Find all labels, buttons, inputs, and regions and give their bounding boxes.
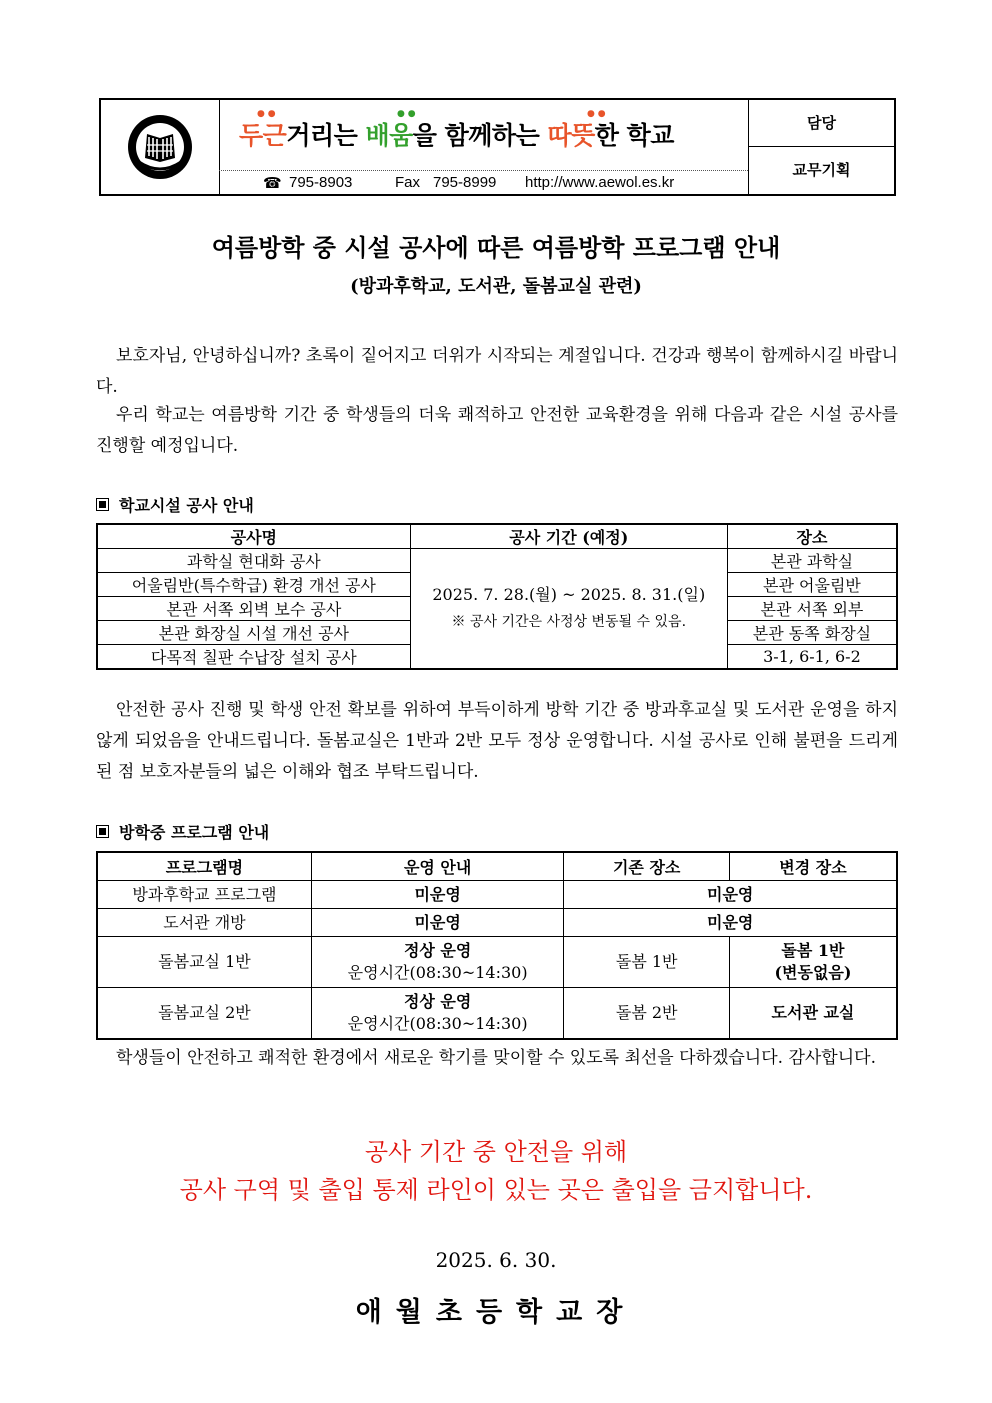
warning-line-2: 공사 구역 및 출입 통제 라인이 있는 곳은 출입을 금지합니다. (179, 1176, 813, 1204)
fax-label: Fax (395, 174, 421, 191)
program-hours: 운영시간(08:30~14:30) (347, 1013, 528, 1033)
slogan-part-2: 거리는 (286, 121, 366, 150)
construction-name: 과학실 현대화 공사 (97, 549, 410, 573)
construction-place: 본관 동쪽 화장실 (727, 621, 897, 645)
table-header-row (97, 524, 897, 549)
construction-name: 다목적 칠판 수납장 설치 공사 (97, 645, 410, 670)
construction-table (96, 523, 898, 670)
section-heading-text: 학교시설 공사 안내 (119, 496, 254, 515)
program-new-place: 도서관 교실 (729, 988, 897, 1039)
program-status: 정상 운영 (403, 991, 472, 1011)
construction-name: 어울림반(특수학급) 환경 개선 공사 (97, 573, 410, 597)
table-row (97, 549, 897, 573)
fax-number: 795-8999 (433, 174, 497, 191)
school-slogan (239, 116, 674, 152)
school-header (99, 98, 896, 196)
program-hours: 운영시간(08:30~14:30) (347, 963, 528, 982)
program-new-place-cell (729, 937, 897, 988)
program-new-place-note: (변동없음) (774, 963, 852, 982)
program-place-merged: 미운영 (564, 909, 897, 937)
table-row (97, 909, 897, 937)
section-heading-construction (96, 493, 254, 516)
page-title: 여름방학 중 시설 공사에 따른 여름방학 프로그램 안내 (211, 233, 781, 262)
principal-signature: 애월초등학교장 (355, 1297, 637, 1328)
program-status: 미운영 (311, 881, 564, 909)
slogan-part-5: 따뜻 (547, 121, 595, 150)
construction-period-cell (410, 549, 727, 670)
program-status-cell (311, 937, 564, 988)
closing-paragraph: 학생들이 안전하고 쾌적한 환경에서 새로운 학기를 맞이할 수 있도록 최선을 다하겠습니다. 감사합니다. (116, 1048, 876, 1068)
intro-paragraph-2: 우리 학교는 여름방학 기간 중 학생들의 더욱 쾌적하고 안전한 교육환경을 위해 다음과 같은 시설 공사를 진행할 예정입니다. (96, 405, 898, 456)
program-status: 미운영 (311, 909, 564, 937)
slogan-part-4: 을 함께하는 (412, 121, 548, 150)
middle-paragraph: 안전한 공사 진행 및 학생 안전 확보를 위하여 부득이하게 방학 기간 중 방과후교실 및 도서관 운영을 하지 않게 되었음을 안내드립니다. 돌봄교실은 1반과 2반 모두 정상 운영합니다. 시설 공사로 인해 불편을 드리게 된 점 보호자분들의 넓은 이해와 협조 부탁드립니다. (96, 700, 898, 782)
document-date: 2025. 6. 30. (435, 1248, 557, 1272)
section-heading-programs (96, 820, 269, 843)
program-name: 돌봄교실 2반 (97, 988, 311, 1039)
construction-period: 2025. 7. 28.(월) ~ 2025. 8. 31.(일) (432, 585, 706, 604)
school-logo-cell (101, 100, 220, 194)
program-status: 정상 운영 (403, 941, 472, 960)
contact-row (219, 170, 748, 195)
column-header: 운영 안내 (311, 852, 564, 881)
column-header: 변경 장소 (729, 852, 897, 881)
program-new-place: 돌봄 1반 (781, 941, 845, 960)
program-name: 방과후학교 프로그램 (97, 881, 311, 909)
column-header: 장소 (727, 524, 897, 549)
school-emblem-icon (125, 112, 195, 182)
construction-place: 본관 서쪽 외부 (727, 597, 897, 621)
program-old-place: 돌봄 1반 (564, 937, 730, 988)
warning-line-1: 공사 기간 중 안전을 위해 (364, 1138, 628, 1166)
program-name: 도서관 개방 (97, 909, 311, 937)
table-row (97, 988, 897, 1039)
program-name: 돌봄교실 1반 (97, 937, 311, 988)
column-header: 프로그램명 (97, 852, 311, 881)
construction-place: 본관 어울림반 (727, 573, 897, 597)
construction-place: 본관 과학실 (727, 549, 897, 573)
program-table (96, 851, 898, 1040)
section-heading-text: 방학중 프로그램 안내 (119, 823, 270, 842)
slogan-part-6: 한 학교 (594, 121, 674, 150)
construction-place: 3-1, 6-1, 6-2 (727, 645, 897, 670)
table-header-row (97, 852, 897, 881)
square-bullet-icon (96, 498, 109, 511)
column-header: 공사명 (97, 524, 410, 549)
approval-label: 담당 (749, 100, 894, 147)
square-bullet-icon (96, 825, 109, 838)
program-old-place: 돌봄 2반 (564, 988, 730, 1039)
construction-period-note: ※ 공사 기간은 사정상 변동될 수 있음. (451, 614, 687, 630)
intro-paragraph-1: 보호자님, 안녕하십니까? 초록이 짙어지고 더위가 시작되는 계절입니다. 건강과 행복이 함께하시길 바랍니다. (96, 346, 898, 397)
page-subtitle: (방과후학교, 도서관, 돌봄교실 관련) (350, 276, 642, 297)
construction-name: 본관 화장실 시설 개선 공사 (97, 621, 410, 645)
table-row (97, 881, 897, 909)
slogan-part-3: 배움 (365, 121, 413, 150)
school-url[interactable]: http://www.aewol.es.kr (525, 174, 675, 191)
slogan-cell: ● ● ● ● ● ● 두근거리는 배움을 함께하는 따뜻한 학교 ☎ 795-8903 Fax 795-8999 http://www.aewol.es.kr (219, 100, 749, 194)
slogan-part-1: 두근 (239, 121, 287, 150)
table-row (97, 937, 897, 988)
program-status-cell (311, 988, 564, 1039)
column-header: 공사 기간 (예정) (410, 524, 727, 549)
approval-role: 교무기획 (792, 161, 851, 179)
column-header: 기존 장소 (564, 852, 730, 881)
phone-number: 795-8903 (289, 174, 353, 191)
phone-icon: ☎ (263, 175, 282, 192)
construction-name: 본관 서쪽 외벽 보수 공사 (97, 597, 410, 621)
program-place-merged: 미운영 (564, 881, 897, 909)
